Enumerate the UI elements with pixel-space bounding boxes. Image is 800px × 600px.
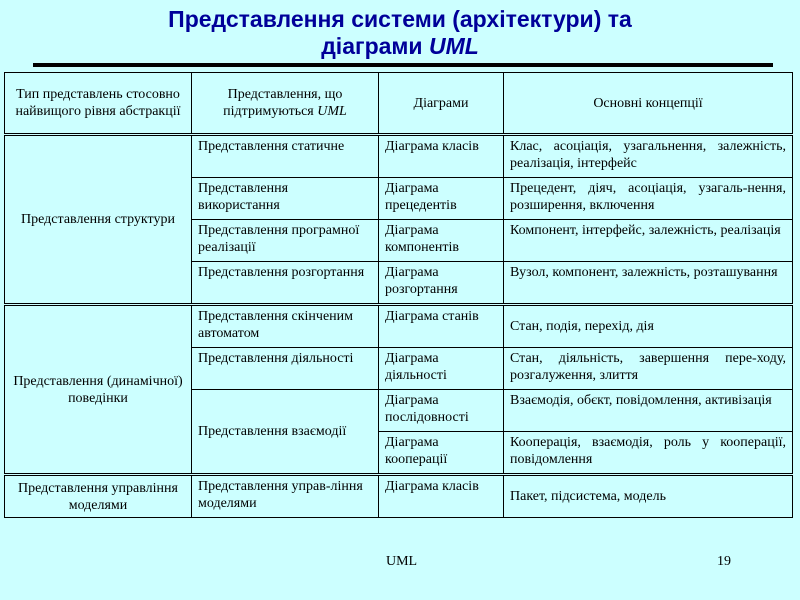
- table-header-row: [5, 73, 793, 135]
- view-cell: Представлення програмної реалізації: [192, 220, 379, 262]
- view-cell: Представлення скінченим автоматом: [192, 305, 379, 348]
- diagram-cell: Діаграма компонентів: [379, 220, 504, 262]
- diagram-cell: Діаграма станів: [379, 305, 504, 348]
- header-views: [192, 73, 379, 135]
- view-cell: Представлення діяльності: [192, 348, 379, 390]
- concepts-cell: Взаємодія, обєкт, повідомлення, активізація: [504, 390, 793, 432]
- diagram-cell: Діаграма класів: [379, 135, 504, 178]
- footer-label: UML: [386, 554, 418, 569]
- header-type: Тип представлень стосовно найвищого рівня абстракції: [5, 73, 192, 135]
- view-cell: Представлення використання: [192, 178, 379, 220]
- header-views-uml: UML: [317, 104, 347, 119]
- title-line-2-text: діаграми: [321, 33, 429, 59]
- uml-views-table: [4, 72, 793, 518]
- concepts-cell: Кооперація, взаємодія, роль у кооперації, повідомлення: [504, 432, 793, 475]
- header-concepts: Основні концепції: [504, 73, 793, 135]
- page-number: 19: [717, 554, 731, 569]
- view-cell: Представлення взаємодії: [192, 390, 379, 475]
- group-model: Представлення управління моделями: [5, 475, 192, 518]
- concepts-cell: Клас, асоціація, узагальнення, залежність, реалізація, інтерфейс: [504, 135, 793, 178]
- view-cell: Представлення статичне: [192, 135, 379, 178]
- diagram-cell: Діаграма діяльності: [379, 348, 504, 390]
- diagram-cell: Діаграма класів: [379, 475, 504, 518]
- diagram-cell: Діаграма кооперації: [379, 432, 504, 475]
- diagram-cell: Діаграма послідовності: [379, 390, 504, 432]
- concepts-cell: Компонент, інтерфейс, залежність, реалізація: [504, 220, 793, 262]
- title-line-1: Представлення системи (архітектури) та: [168, 6, 632, 32]
- title-underline: [33, 63, 773, 67]
- view-cell: Представлення управ-ління моделями: [192, 475, 379, 518]
- group-structure: Представлення структури: [5, 135, 192, 305]
- diagram-cell: Діаграма прецедентів: [379, 178, 504, 220]
- diagram-cell: Діаграма розгортання: [379, 262, 504, 305]
- concepts-cell: Пакет, підсистема, модель: [504, 475, 793, 518]
- concepts-cell: Стан, діяльність, завершення пере-ходу, розгалуження, злиття: [504, 348, 793, 390]
- title-uml: UML: [428, 33, 479, 59]
- table-row: [5, 135, 793, 178]
- header-diagrams: Діаграми: [379, 73, 504, 135]
- header-views-text: Представлення, що підтримуються: [223, 87, 343, 119]
- slide-title: [0, 6, 800, 60]
- group-behavior: Представлення (динамічної) поведінки: [5, 305, 192, 475]
- title-line-2: [0, 33, 800, 60]
- concepts-cell: Вузол, компонент, залежність, розташування: [504, 262, 793, 305]
- table-row: [5, 305, 793, 348]
- view-cell: Представлення розгортання: [192, 262, 379, 305]
- concepts-cell: Стан, подія, перехід, дія: [504, 305, 793, 348]
- concepts-cell: Прецедент, діяч, асоціація, узагаль-нення, розширення, включення: [504, 178, 793, 220]
- table-row: [5, 475, 793, 518]
